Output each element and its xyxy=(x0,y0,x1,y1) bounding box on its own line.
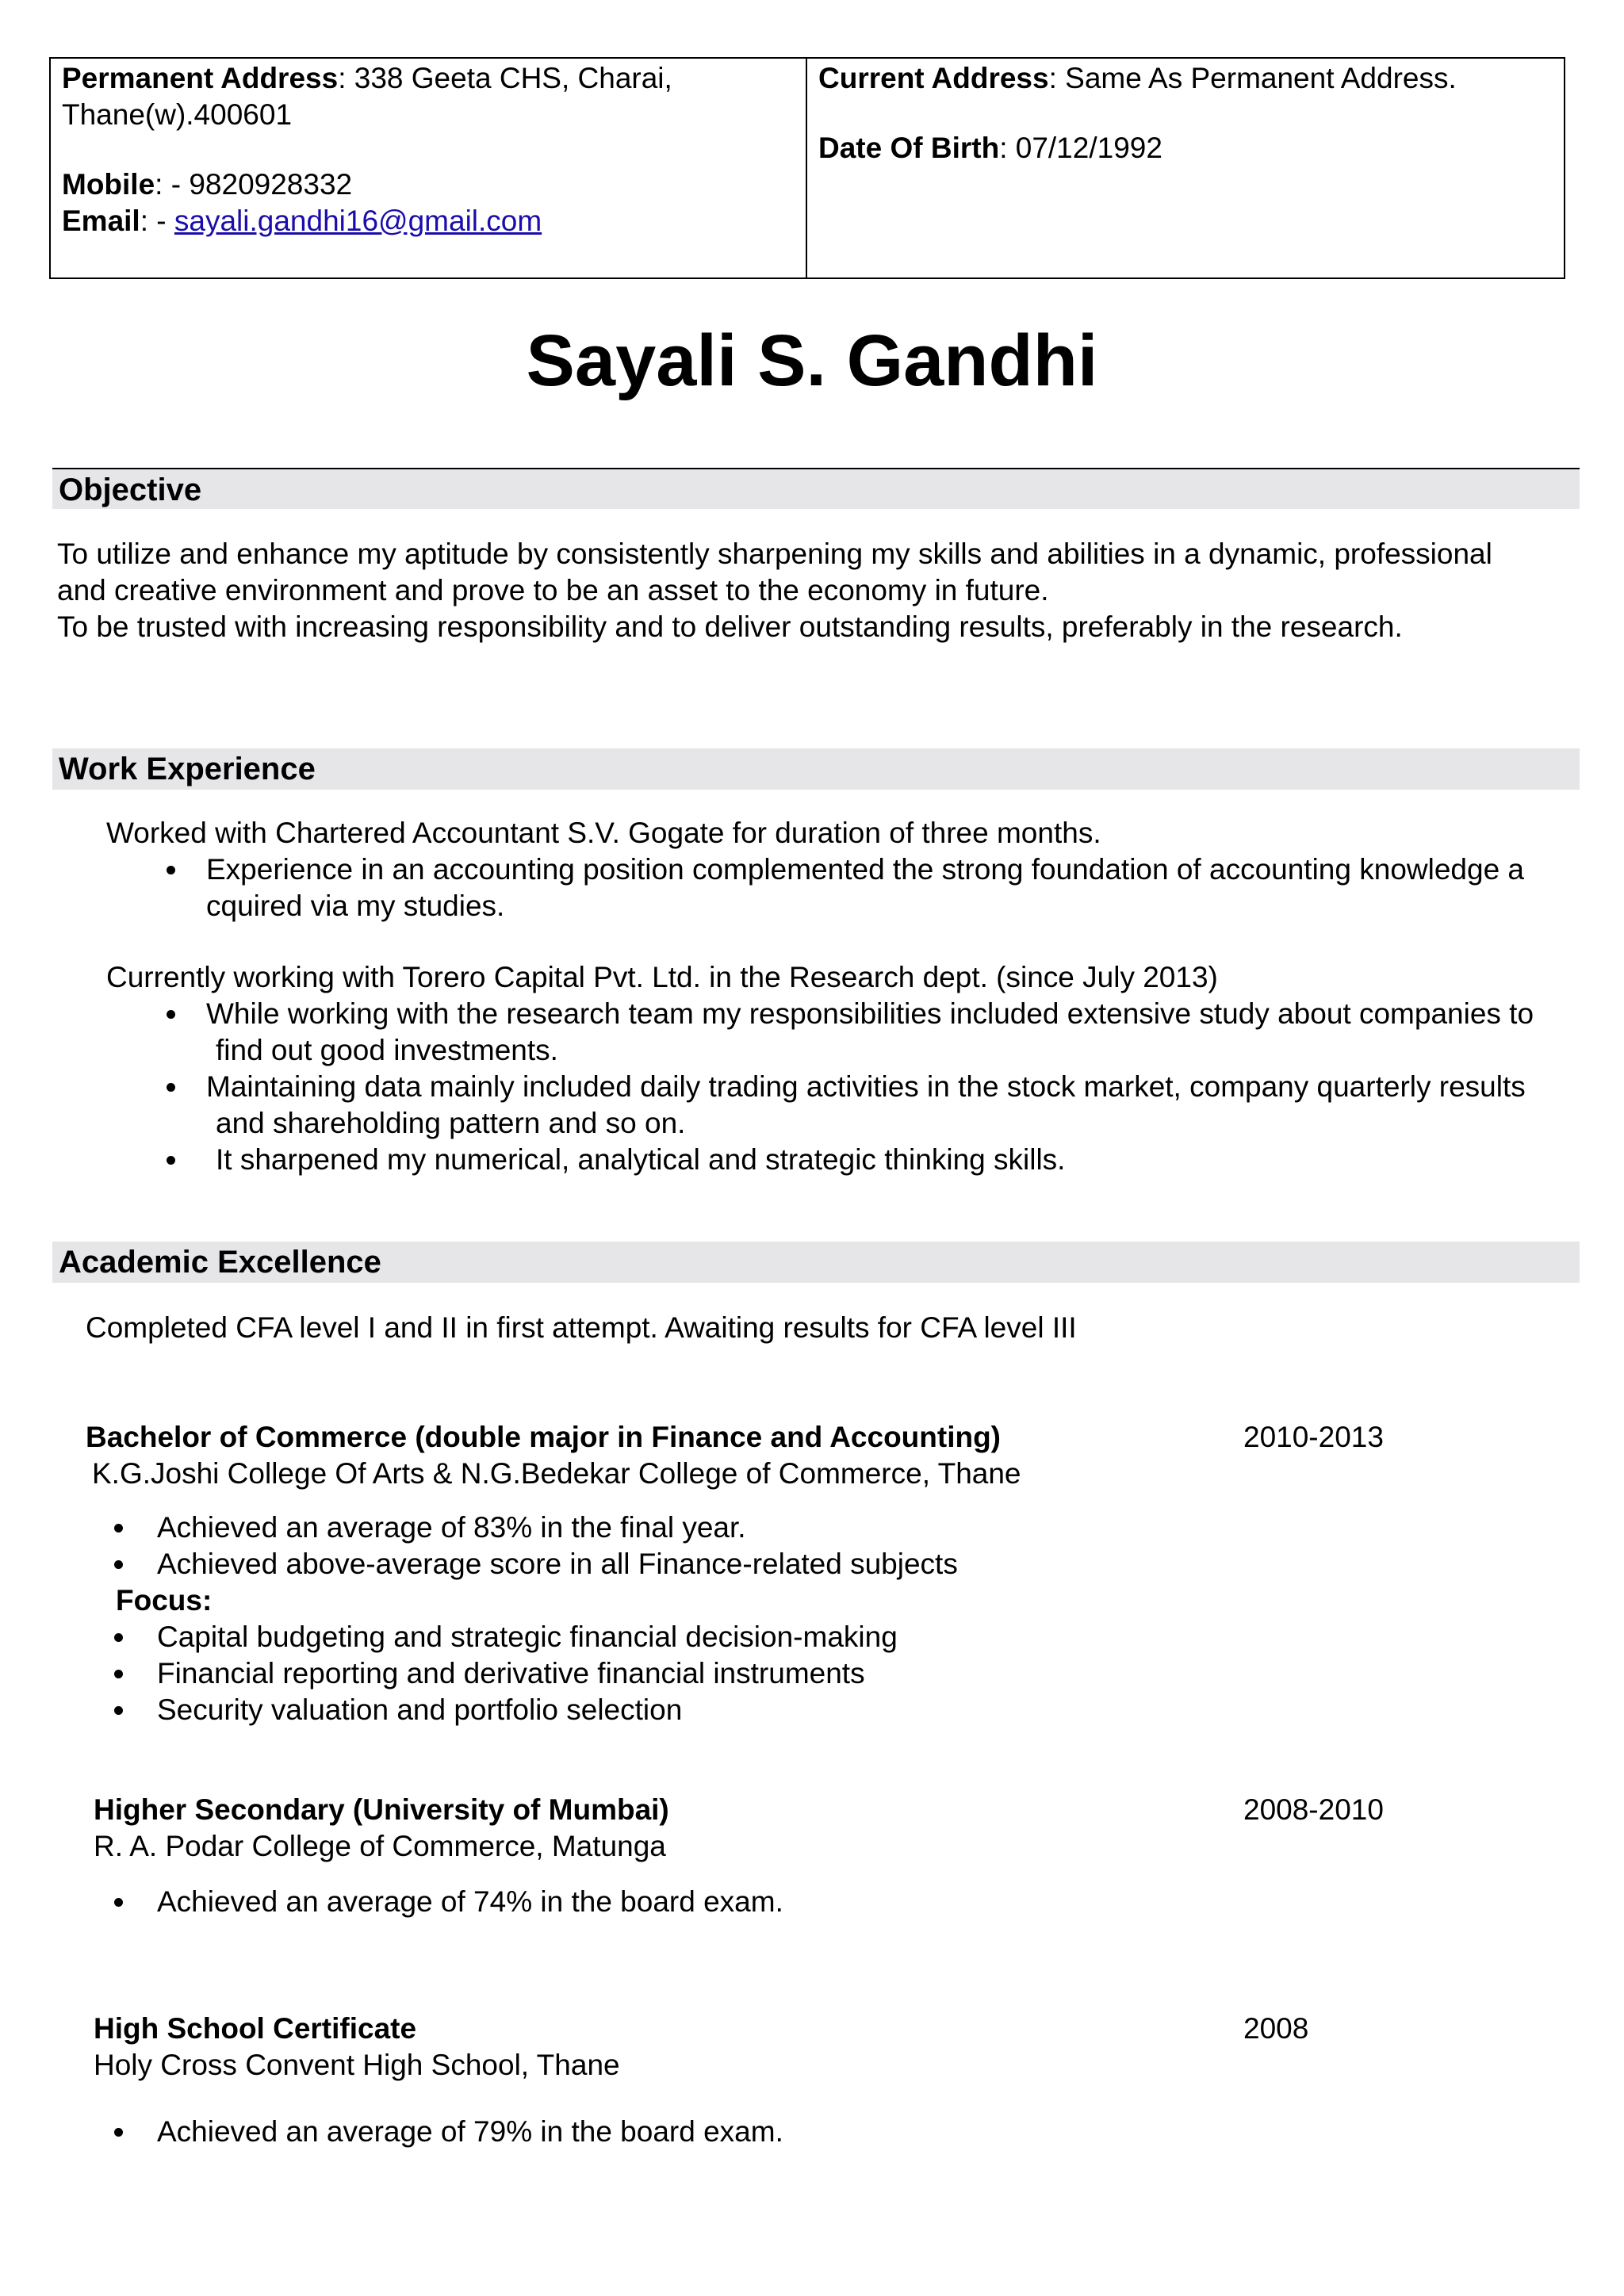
list-item xyxy=(206,851,1570,924)
bullet-text: Financial reporting and derivative financial instruments xyxy=(157,1657,865,1689)
bullet-text-cont: cquired via my studies. xyxy=(206,890,505,922)
bullet-text: Achieved an average of 74% in the board exam. xyxy=(157,1885,783,1918)
email-separator: : - xyxy=(140,205,174,237)
permanent-address xyxy=(62,60,795,97)
work-section-header xyxy=(52,748,1580,790)
permanent-address-label: Permanent Address xyxy=(62,62,339,94)
bullet-icon xyxy=(167,866,175,874)
hsc-bullets xyxy=(157,1884,783,1920)
list-item xyxy=(206,1069,1578,1142)
bullet-icon xyxy=(114,1560,123,1569)
bullet-icon xyxy=(114,1524,123,1533)
bullet-text: While working with the research team my responsibilities included extensive study about companies to xyxy=(206,997,1534,1030)
objective-line: To utilize and enhance my aptitude by consistently sharpening my skills and abilities in a dynamic, professional xyxy=(57,538,1492,570)
mobile-value: : - 9820928332 xyxy=(155,168,353,201)
email-label: Email xyxy=(62,205,140,237)
bullet-text: Security valuation and portfolio selection xyxy=(157,1693,683,1726)
job1-intro: Worked with Chartered Accountant S.V. Gogate for duration of three months. xyxy=(106,817,1101,849)
bullet-icon xyxy=(167,1156,175,1165)
contact-right-cell xyxy=(807,59,1564,277)
bullet-text-cont: and shareholding pattern and so on. xyxy=(216,1107,686,1139)
list-item xyxy=(157,1510,958,1546)
date-of-birth xyxy=(818,130,1553,166)
ssc-college: Holy Cross Convent High School, Thane xyxy=(94,2049,620,2081)
list-item xyxy=(157,1884,783,1920)
bullet-text: Capital budgeting and strategic financial decision-making xyxy=(157,1621,898,1653)
bcom-title: Bachelor of Commerce (double major in Finance and Accounting) xyxy=(86,1421,1001,1453)
bullet-text-cont: find out good investments. xyxy=(216,1034,558,1066)
objective-text xyxy=(57,536,1492,645)
email xyxy=(62,203,795,239)
permanent-address-value: : 338 Geeta CHS, Charai, xyxy=(338,62,672,94)
list-item xyxy=(206,1142,1578,1178)
job1-bullets xyxy=(206,851,1570,924)
ssc-bullets xyxy=(157,2114,783,2150)
bullet-icon xyxy=(114,1633,123,1642)
list-item xyxy=(157,1692,898,1728)
academic-heading: Academic Excellence xyxy=(59,1245,381,1280)
focus-bullets xyxy=(157,1619,898,1728)
current-address-label: Current Address xyxy=(818,62,1049,94)
bcom-bullets xyxy=(157,1510,958,1582)
bullet-icon xyxy=(114,1898,123,1907)
bullet-icon xyxy=(114,1670,123,1678)
email-link[interactable]: sayali.gandhi16@gmail.com xyxy=(174,205,542,237)
list-item xyxy=(157,1546,958,1582)
bullet-icon xyxy=(114,2128,123,2137)
bullet-icon xyxy=(167,1083,175,1092)
objective-section-header xyxy=(52,468,1580,509)
bullet-icon xyxy=(114,1706,123,1715)
bullet-text: It sharpened my numerical, analytical and strategic thinking skills. xyxy=(216,1143,1066,1176)
academic-section-header xyxy=(52,1242,1580,1283)
work-heading: Work Experience xyxy=(59,752,316,786)
bullet-icon xyxy=(167,1010,175,1019)
bullet-text: Achieved an average of 79% in the board exam. xyxy=(157,2115,783,2148)
list-item xyxy=(206,996,1578,1069)
bullet-text: Experience in an accounting position complemented the strong foundation of accounting knowledge a xyxy=(206,853,1525,886)
candidate-name: Sayali S. Gandhi xyxy=(526,320,1098,401)
mobile xyxy=(62,166,795,203)
bullet-text: Achieved above-average score in all Finance-related subjects xyxy=(157,1548,958,1580)
cfa-status: Completed CFA level I and II in first attempt. Awaiting results for CFA level III xyxy=(86,1311,1077,1344)
hsc-year: 2008-2010 xyxy=(1243,1793,1384,1826)
dob-value: : 07/12/1992 xyxy=(999,132,1162,164)
current-address xyxy=(818,60,1553,97)
mobile-label: Mobile xyxy=(62,168,155,201)
bcom-college: K.G.Joshi College Of Arts & N.G.Bedekar College of Commerce, Thane xyxy=(92,1457,1021,1490)
hsc-college: R. A. Podar College of Commerce, Matunga xyxy=(94,1830,666,1862)
current-address-value: : Same As Permanent Address. xyxy=(1048,62,1457,94)
bcom-year: 2010-2013 xyxy=(1243,1421,1384,1453)
bullet-text: Achieved an average of 83% in the final year. xyxy=(157,1511,746,1544)
hsc-title: Higher Secondary (University of Mumbai) xyxy=(94,1793,669,1826)
focus-label: Focus: xyxy=(116,1584,213,1617)
list-item xyxy=(157,1619,898,1655)
contact-table xyxy=(49,57,1565,279)
job2-intro: Currently working with Torero Capital Pvt. Ltd. in the Research dept. (since July 2013) xyxy=(106,961,1218,993)
ssc-title: High School Certificate xyxy=(94,2012,417,2045)
dob-label: Date Of Birth xyxy=(818,132,1000,164)
objective-heading: Objective xyxy=(59,473,202,507)
objective-line: and creative environment and prove to be an asset to the economy in future. xyxy=(57,574,1049,607)
list-item xyxy=(157,2114,783,2150)
contact-left-cell xyxy=(51,59,807,277)
list-item xyxy=(157,1655,898,1692)
ssc-year: 2008 xyxy=(1243,2012,1309,2045)
permanent-address-line2: Thane(w).400601 xyxy=(62,98,293,131)
job2-bullets xyxy=(206,996,1578,1178)
objective-line: To be trusted with increasing responsibility and to deliver outstanding results, preferably in the research. xyxy=(57,610,1403,643)
bullet-text: Maintaining data mainly included daily trading activities in the stock market, company quarterly results xyxy=(206,1070,1526,1103)
